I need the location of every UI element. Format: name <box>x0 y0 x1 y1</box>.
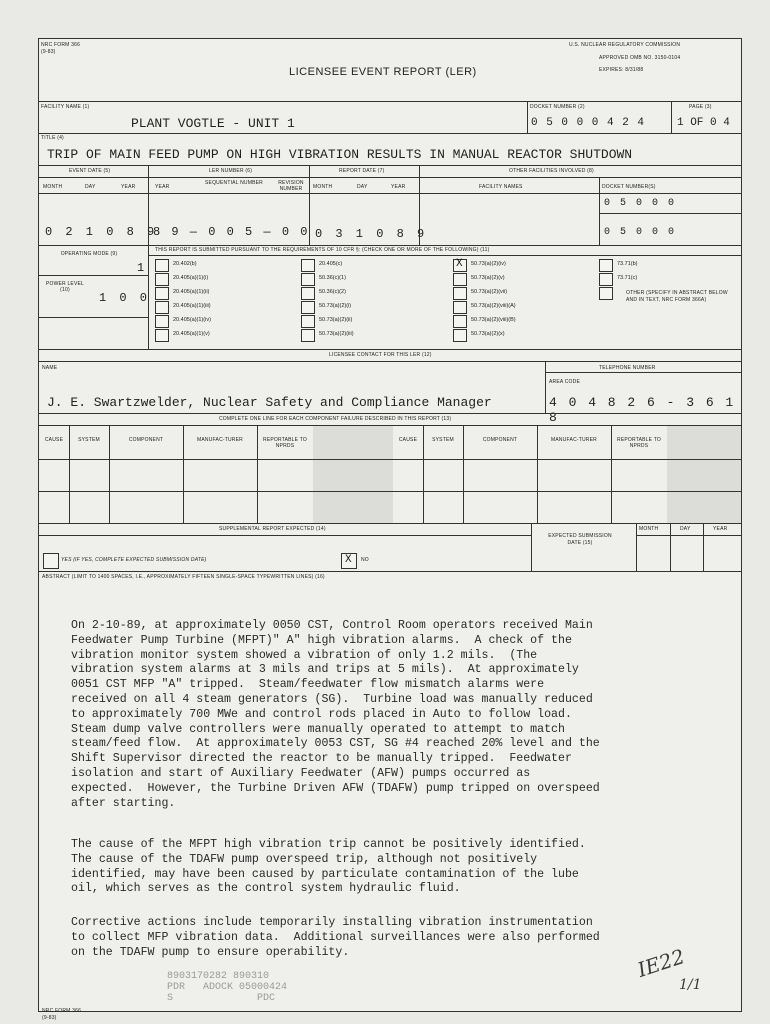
supplemental-yes-checkbox[interactable] <box>43 553 59 569</box>
ler-year-label: YEAR <box>155 184 170 190</box>
abstract-label: ABSTRACT (LIMIT TO 1400 SPACES, I.E., APPROXIMATELY FIFTEEN SINGLE-SPACE TYPEWRITTEN LINES) (16) <box>42 574 325 580</box>
requirement-label: 50.36(c)(2) <box>319 289 346 295</box>
supplemental-no-mark: X <box>345 554 352 566</box>
requirement-checkbox[interactable] <box>453 301 467 314</box>
requirement-checkbox[interactable] <box>599 273 613 286</box>
area-code-label: AREA CODE <box>549 379 580 385</box>
page-label: PAGE (3) <box>689 104 712 110</box>
power-level-value: 1 0 0 <box>99 291 151 305</box>
docket-number: 0 5 0 0 0 4 2 4 <box>531 117 646 129</box>
other-docket-2: 0 5 0 0 0 <box>604 227 677 238</box>
requirement-checkbox[interactable] <box>155 315 169 328</box>
component-system-header: SYSTEM <box>432 437 454 443</box>
rev-number-label: REVISION NUMBER <box>278 180 304 192</box>
ler-number-label: LER NUMBER (6) <box>209 168 253 174</box>
component-manufacturer-header: MANUFAC-TURER <box>551 437 597 443</box>
docket-label: DOCKET NUMBER (2) <box>530 104 585 110</box>
expected-date-label: EXPECTED SUBMISSION DATE (15) <box>548 533 612 546</box>
event-date-label: EVENT DATE (5) <box>69 168 111 174</box>
requirement-checkbox[interactable] <box>155 259 169 272</box>
component-component-header: COMPONENT <box>482 437 518 443</box>
requirement-label: 20.405(c) <box>319 261 343 267</box>
event-day-label: DAY <box>85 184 96 190</box>
footer-form-rev: (9-83) <box>42 1015 57 1021</box>
telephone-label: TELEPHONE NUMBER <box>599 365 656 371</box>
requirement-label: 50.73(a)(2)(i) <box>319 303 352 309</box>
requirement-label: 50.73(a)(2)(iv) <box>471 261 506 267</box>
requirement-checkbox[interactable] <box>599 259 613 272</box>
supplemental-label: SUPPLEMENTAL REPORT EXPECTED (14) <box>219 526 326 532</box>
requirement-checkbox[interactable] <box>155 273 169 286</box>
handwritten-annotation: IE22 <box>634 944 688 982</box>
supp-day-label: DAY <box>680 526 691 532</box>
form-rev: (9-83) <box>41 49 56 55</box>
supplemental-no-label: NO <box>361 557 369 563</box>
operating-mode-label: OPERATING MODE (9) <box>60 251 118 257</box>
requirement-checkbox[interactable] <box>301 273 315 286</box>
docket-numbers-label: DOCKET NUMBER(S) <box>602 184 656 190</box>
requirement-checkbox[interactable] <box>155 329 169 342</box>
requirements-header: THIS REPORT IS SUBMITTED PURSUANT TO THE REQUIREMENTS OF 10 CFR §: (CHECK ONE OR MORE OF THE FOLLOWING) (11) <box>155 247 490 253</box>
ler-number-values: 8 9 — 0 0 5 — 0 0 <box>153 225 310 239</box>
requirement-checkbox[interactable] <box>453 273 467 286</box>
event-date-values: 0 2 1 0 8 9 <box>45 225 158 239</box>
report-date-values: 0 3 1 0 8 9 <box>315 227 428 241</box>
requirement-label: 73.71(b) <box>617 261 638 267</box>
footer-form-id: NRC FORM 366 <box>42 1008 82 1014</box>
facility-names-label: FACILITY NAMES <box>479 184 523 190</box>
requirement-checkbox[interactable] <box>155 287 169 300</box>
facility-label: FACILITY NAME (1) <box>41 104 90 110</box>
requirement-label: 20.405(a)(1)(i) <box>173 275 209 281</box>
other-docket-1: 0 5 0 0 0 <box>604 198 677 209</box>
requirement-label: 20.405(a)(1)(v) <box>173 331 210 337</box>
supplemental-yes-label: YES (IF YES, COMPLETE EXPECTED SUBMISSION DATE) <box>61 557 207 563</box>
event-month-label: MONTH <box>43 184 63 190</box>
requirement-checkbox[interactable] <box>301 329 315 342</box>
requirement-label: 73.71(c) <box>617 275 638 281</box>
component-system-header: SYSTEM <box>78 437 100 443</box>
abstract-paragraph-2: The cause of the MFPT high vibration trip cannot be positively identified. The cause of the TDAFW pump overspeed trip, although not positively identified, may have been caused by particulate contamination of the lube oil, which serves as the control system hydraulic fluid. <box>71 838 586 896</box>
requirement-label: 20.405(a)(1)(ii) <box>173 289 210 295</box>
contact-section-label: LICENSEE CONTACT FOR THIS LER (12) <box>329 352 432 358</box>
contact-phone: 4 0 4 8 2 6 - 3 6 1 8 <box>549 395 736 425</box>
commission-name: U.S. NUCLEAR REGULATORY COMMISSION <box>569 42 681 48</box>
seq-number-label: SEQUENTIAL NUMBER <box>205 180 263 186</box>
shaded-cell <box>667 426 741 523</box>
contact-name: J. E. Swartzwelder, Nuclear Safety and Compliance Manager <box>47 395 492 410</box>
supp-month-label: MONTH <box>639 526 659 532</box>
ler-form <box>38 38 742 1012</box>
pdr-stamp-line-2: PDR ADOCK 05000424 <box>167 982 288 993</box>
component-reportable-header: REPORTABLE TO NPRDS <box>263 437 307 449</box>
requirement-checked-mark: X <box>456 258 463 270</box>
requirement-checkbox[interactable] <box>301 315 315 328</box>
abstract-paragraph-3: Corrective actions include temporarily installing vibration instrumentation to collect MFP vibration data. Additional surveillances were also performed on the TDAFW pump to ensure operability. <box>71 916 600 959</box>
requirement-label: 50.73(a)(2)(viii)(B) <box>471 317 516 323</box>
component-cause-header: CAUSE <box>398 437 418 443</box>
requirement-checkbox[interactable] <box>301 301 315 314</box>
facility-name: PLANT VOGTLE - UNIT 1 <box>131 116 295 131</box>
contact-name-label: NAME <box>42 365 58 371</box>
requirement-checkbox[interactable] <box>301 259 315 272</box>
requirement-label: 50.73(a)(2)(v) <box>471 275 505 281</box>
shaded-cell <box>313 426 393 523</box>
component-manufacturer-header: MANUFAC-TURER <box>197 437 243 443</box>
requirement-label: 50.36(c)(1) <box>319 275 346 281</box>
handwritten-sub: 1/1 <box>679 977 702 993</box>
requirement-label: 50.73(a)(2)(x) <box>471 331 505 337</box>
abstract-paragraph-1: On 2-10-89, at approximately 0050 CST, Control Room operators received Main Feedwater Pump Turbine (MFPT)" A" high vibration alarms. A check of the vibration monitor system showed a vibration of only 1.2 mils. (The vibration system alarms at 3 mils and trips at 5 mils). At approximately 0051 CST MFP "A" tripped. Steam/feedwater flow mismatch alarms were received on all 4 steam generators (SG). Turbine load was manually reduced to approximately 700 MWe and control rods placed in Auto to follow load. Steam dump valve controllers were manually operated to attempt to match steam/feed flow. At approximately 0053 CST, SG #4 reached 20% level and the Shift Supervisor directed the reactor to be manually tripped. Feedwater isolation and start of Auxiliary Feedwater (AFW) pumps occurred as expected. However, the Turbine Driven AFW (TDAFW) pump tripped on overspeed after starting. <box>71 619 600 810</box>
supp-year-label: YEAR <box>713 526 728 532</box>
report-month-label: MONTH <box>313 184 333 190</box>
requirement-checkbox[interactable] <box>155 301 169 314</box>
expiration: EXPIRES: 8/31/88 <box>599 67 644 73</box>
requirement-label: 50.73(a)(2)(vii) <box>471 289 508 295</box>
requirement-other-checkbox[interactable] <box>599 287 613 300</box>
requirement-checkbox[interactable] <box>453 329 467 342</box>
event-year-label: YEAR <box>121 184 136 190</box>
requirement-label: 50.73(a)(2)(ii) <box>319 317 353 323</box>
report-date-label: REPORT DATE (7) <box>339 168 385 174</box>
requirement-checkbox[interactable] <box>301 287 315 300</box>
report-year-label: YEAR <box>391 184 406 190</box>
report-day-label: DAY <box>357 184 368 190</box>
pdr-stamp-line-1: 8903170282 890310 <box>167 971 270 982</box>
form-title: LICENSEE EVENT REPORT (LER) <box>289 66 477 78</box>
requirement-label: 20.405(a)(1)(iv) <box>173 317 211 323</box>
requirement-label: 20.405(a)(1)(iii) <box>173 303 211 309</box>
page-value: 1 OF 0 4 <box>677 117 730 129</box>
omb-approval: APPROVED OMB NO. 3150-0104 <box>599 55 681 61</box>
requirement-checkbox[interactable] <box>453 315 467 328</box>
component-failure-label: COMPLETE ONE LINE FOR EACH COMPONENT FAILURE DESCRIBED IN THIS REPORT (13) <box>219 416 452 422</box>
other-requirement-label: OTHER (SPECIFY IN ABSTRACT BELOW AND IN TEXT, NRC FORM 366A) <box>626 290 728 303</box>
requirement-label: 20.402(b) <box>173 261 197 267</box>
requirement-label: 50.73(a)(2)(viii)(A) <box>471 303 516 309</box>
form-id: NRC FORM 366 <box>41 42 81 48</box>
power-level-label: POWER LEVEL (10) <box>45 281 85 293</box>
event-title: TRIP OF MAIN FEED PUMP ON HIGH VIBRATION RESULTS IN MANUAL REACTOR SHUTDOWN <box>47 147 633 162</box>
component-cause-header: CAUSE <box>44 437 64 443</box>
requirement-checkbox[interactable] <box>453 287 467 300</box>
component-reportable-header: REPORTABLE TO NPRDS <box>617 437 661 449</box>
component-component-header: COMPONENT <box>128 437 164 443</box>
title-label: TITLE (4) <box>41 135 64 141</box>
pdr-stamp-line-3: S PDC <box>167 993 276 1004</box>
operating-mode-value: 1 <box>137 261 145 275</box>
requirement-label: 50.73(a)(2)(iii) <box>319 331 354 337</box>
other-facilities-label: OTHER FACILITIES INVOLVED (8) <box>509 168 594 174</box>
